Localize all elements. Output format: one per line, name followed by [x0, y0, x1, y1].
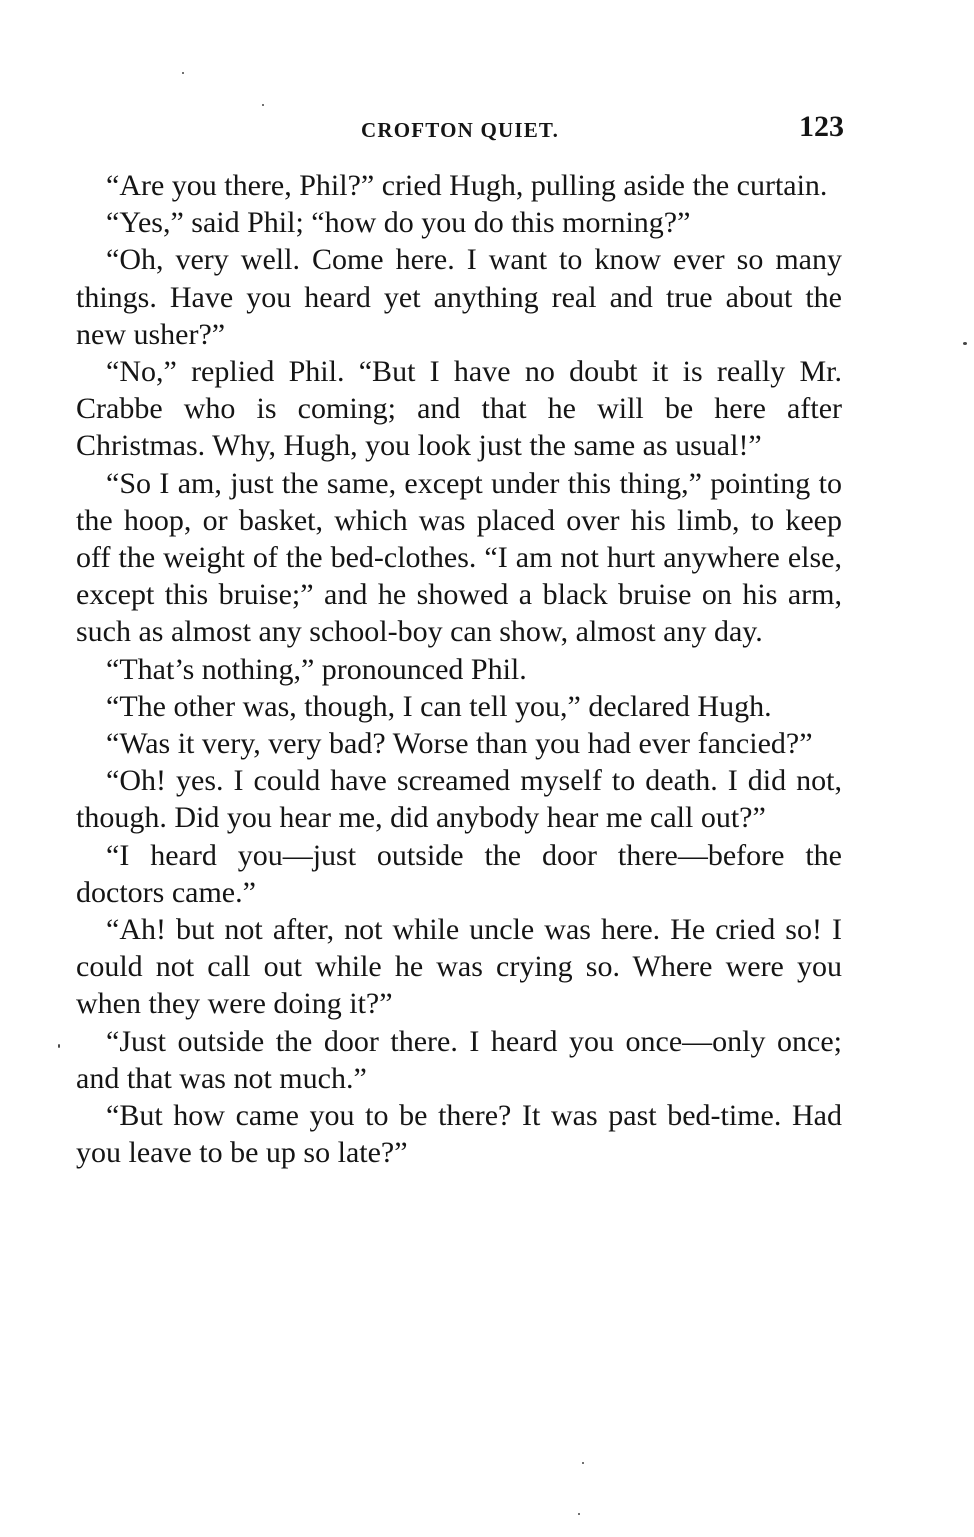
paragraph: “Yes,” said Phil; “how do you do this morning?” — [106, 206, 691, 240]
ink-speck — [578, 1513, 580, 1515]
ink-speck — [262, 104, 264, 106]
paragraph: “Oh! yes. I could have screamed myself to death. I did not, though. Did you hear me, did anybody hear me call out?” — [76, 764, 842, 835]
paragraph: “So I am, just the same, except under this thing,” pointing to the hoop, or basket, which was placed over his limb, to keep off the weight of the bed-clothes. “I am not hurt anywhere else, except this bruise;” and he showed a black bruise on his arm, such as almost any school-boy can show, almost any day. — [76, 466, 842, 649]
paragraph: “That’s nothing,” pronounced Phil. — [106, 652, 527, 686]
ink-speck — [963, 342, 967, 345]
paragraph: “But how came you to be there? It was past bed-time. Had you leave to be up so late?” — [76, 1099, 842, 1170]
paragraph: “Oh, very well. Come here. I want to know ever so many things. Have you heard yet anything real and true about the new usher?” — [76, 243, 842, 351]
paragraph: “The other was, though, I can tell you,” declared Hugh. — [106, 689, 772, 723]
paragraph: “Just outside the door there. I heard you once—only once; and that was not much.” — [76, 1024, 842, 1095]
paragraph: “Are you there, Phil?” cried Hugh, pulling aside the curtain. — [106, 169, 828, 202]
ink-speck — [58, 1044, 60, 1048]
body-text — [76, 167, 842, 1171]
page-number: 123 — [799, 110, 844, 143]
paragraph: “No,” replied Phil. “But I have no doubt it is really Mr. Crabbe who is coming; and that he will be here after Christmas. Why, Hugh, you look just the same as usual!” — [76, 355, 842, 463]
paragraph: “I heard you—just outside the door there—before the doctors came.” — [76, 838, 842, 909]
running-title: CROFTON QUIET. — [360, 118, 560, 142]
ink-speck — [182, 72, 184, 74]
running-head — [76, 110, 844, 150]
paragraph: “Was it very, very bad? Worse than you had ever fancied?” — [106, 727, 813, 761]
ink-speck — [582, 1462, 584, 1464]
paragraph: “Ah! but not after, not while uncle was here. He cried so! I could not call out while he was crying so. Where were you when they were doing it?” — [76, 913, 842, 1021]
